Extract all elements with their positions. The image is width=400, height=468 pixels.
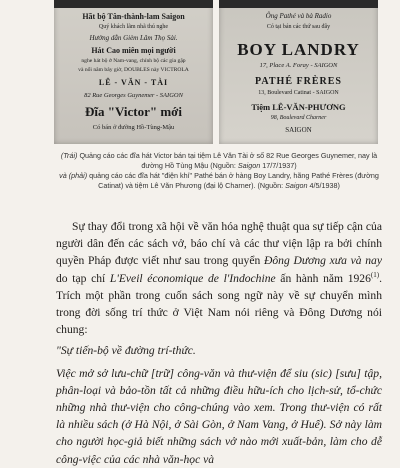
ad-line: 98, Boulevard Charner <box>270 115 327 121</box>
paragraph <box>56 218 382 338</box>
ad-line: SAIGON <box>285 126 312 134</box>
ad-line: Tiệm LÊ-VĂN-PHƯƠNG <box>251 102 346 112</box>
ad-line: Đĩa "Victor" mới <box>85 104 182 119</box>
ad-line: nghe hát bộ ở Nam-vang, chính bộ các gia gặp <box>81 58 186 64</box>
ad-line: Hát Cao miên mọi người <box>91 46 176 55</box>
body-text <box>56 218 382 468</box>
text-run: do tạp chí <box>56 271 110 285</box>
text-run: Sự thay đổi trong xã hội về văn hóa nghệ thuật qua sự tiếp cận của người dân đến các sách vở, báo chí và các thư viện lập ra bởi chính quyền Pháp được viết như sau trong quyển <box>56 220 382 268</box>
ad-line: BOY LANDRY <box>237 40 360 59</box>
caption-source: Saigon <box>237 161 261 170</box>
ad-line: PATHÉ FRÈRES <box>255 76 342 87</box>
newspaper-clippings <box>54 0 378 144</box>
figure-caption <box>56 151 382 191</box>
ad-line: 17, Place A. Foray - SAIGON <box>259 62 338 69</box>
text-run: . Trích một phần trong cuốn sách song ngữ này về sự chuyển mình trong đời sống trí thức ở Việt Nam nói riêng và Đông Dương nói chung: <box>56 271 382 337</box>
caption-label-left: (Trái) <box>60 151 78 160</box>
ad-line: 82 Rue Georges Guynemer - SAIGON <box>84 92 183 99</box>
ad-line: Hướng dẫn Gièm Lâm Thọ Sài. <box>89 34 178 42</box>
ad-line: 13, Boulevard Catinat - SAIGON <box>258 90 339 96</box>
ad-line: và nổi năm bây giờ, DOUBLES này VICTROLA <box>78 67 189 73</box>
caption-text: Quảng cáo các đĩa hát Victor bán tại tiệm Lê Văn Tài ở số 82 Rue Georges Guynemer, nay là đường Hồ Tùng Mậu (Nguồn: <box>77 151 378 170</box>
pathe-records-advertisement <box>219 0 378 144</box>
clipping-edge <box>54 0 213 8</box>
ad-line: Có tại bán các thứ sau đây <box>266 24 331 30</box>
caption-label-right: và (phải) <box>59 171 88 180</box>
caption-text: 4/5/1938) <box>307 181 340 190</box>
ad-line: Có bán ở đường Hồ-Tùng-Mậu <box>92 124 175 131</box>
caption-source: Saigon <box>285 181 308 190</box>
clipping-edge <box>219 0 378 8</box>
caption-text: quảng cáo các đĩa hát "điện khí" Pathé bán ở hàng Boy Landry, hãng Pathé Frères (đường Catinat) và tiệm Lê Văn Phương (đại lộ Charner). (Nguồn: <box>87 171 379 190</box>
book-title: Đông Dương xưa và nay <box>264 254 382 268</box>
footnote-marker[interactable]: (1) <box>370 270 380 279</box>
block-quote: Việc mở sở lưu-chữ [trữ] công-văn và thư-viện để siu (sic) [sưu] tập, phân-loại và bảo-tồn tất cả những điều hữu-ích cho lịch-sử, tổ-chức những nhà thư-viện cho công-chúng vào xem. Trong thư-viện có rất là nhiều sách (ở Hà Nội, ở Sài Gòn, ở Nam Vang, ở Huế). Sở này làm cho người học-giả biết những sách vở nào mới xuất-bản, làm cho dễ công-việc của các nhà văn-học và <box>56 366 382 466</box>
quote-heading: "Sự tiến-bộ về đường trí-thức. <box>56 344 196 358</box>
ad-line: Hãt bộ Tân-thành-lam Saigon <box>82 12 185 21</box>
ad-line: Quý khách lãm nhã thú nghe <box>98 24 169 30</box>
caption-text: 17/7/1937) <box>260 161 297 170</box>
journal-title: L'Eveil économique de l'Indochine <box>109 271 276 285</box>
text-run: ấn hành năm 1926 <box>275 271 371 285</box>
ad-line: Ông Pathé và bà Radio <box>265 12 332 20</box>
victor-records-advertisement <box>54 0 213 144</box>
ad-line: LÊ - VĂN - TÀI <box>98 78 169 87</box>
